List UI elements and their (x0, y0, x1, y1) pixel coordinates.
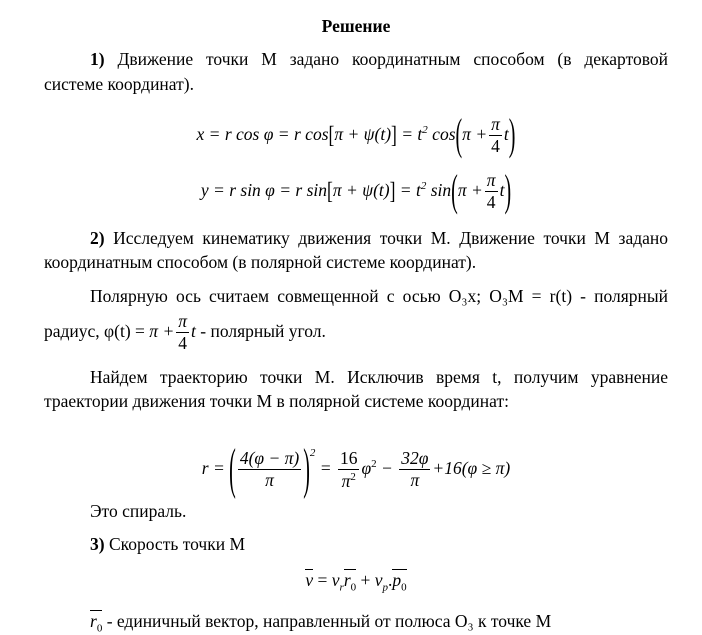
page-title: Решение (321, 16, 391, 36)
eq-v-vp-sub: p (382, 581, 389, 594)
equation-v: $v = v_rr_0 + v_p.p_0$ (305, 570, 407, 594)
eq-r-minus: − (381, 458, 393, 478)
polar-pi: π + (149, 321, 175, 341)
eq-y-fraction: $\frac{\pi}{4}$ (486, 169, 496, 213)
unit-vector-line (90, 610, 668, 635)
eq-v-vp: v (374, 570, 383, 590)
section-3-number: 3) (90, 534, 105, 554)
polar-radius: радиус, φ(t) = (44, 321, 145, 341)
unit-text: - единичный вектор, направленный от полюса O₃ к точке М (106, 611, 552, 631)
section-2-text: Исследуем кинематику движения точки М. Движение точки М задано (113, 228, 668, 248)
eq-x-fraction: $\frac{\pi}{4}$ (491, 113, 500, 157)
trajectory-line-2: траектории движения точки М в полярной системе координат: (44, 391, 509, 411)
polar-angle-text: - полярный угол. (200, 321, 326, 341)
section-1-number: 1) (90, 49, 105, 69)
eq-x-rhs1: = t (401, 123, 423, 144)
section-2-line-2: координатным способом (в полярной системе координат). (44, 252, 477, 272)
unit-r: r (90, 611, 97, 631)
eq-x-exp: 2 (422, 124, 428, 136)
eq-r-exp: 2 (309, 447, 316, 459)
section-1-line-2: системе координат). (44, 74, 194, 94)
section-3-line (90, 534, 668, 554)
polar-line-2 (44, 312, 668, 352)
eq-r-lhs: r = (201, 458, 225, 478)
eq-r-eq: = (319, 458, 332, 478)
eq-v-r0: r (343, 570, 351, 590)
eq-v-v: v (305, 570, 314, 590)
unit-r-sub: 0 (96, 622, 103, 635)
eq-r-main-fraction: $\frac{4(\varphi - \pi)}{\pi}$ (239, 447, 300, 491)
eq-r-phi: φ (361, 458, 372, 478)
eq-r-phi-exp: 2 (371, 458, 377, 471)
eq-r-fraction-16: $\frac{16}{\pi^2}$ (339, 447, 358, 491)
eq-v-p0-sub: 0 (401, 581, 407, 594)
section-3-text: Скорость точки М (108, 534, 246, 554)
eq-x-t: t (503, 123, 509, 144)
eq-y-rhs1: = t (399, 179, 421, 200)
polar-fraction: $\frac{\pi}{4}$ (178, 310, 188, 354)
eq-y-rhs2: sin (430, 179, 452, 200)
eq-v-vr: v (331, 570, 340, 590)
eq-v-eq: = (317, 570, 328, 590)
section-1-text: Движение точки М задано координатным способом (в декартовой (117, 49, 669, 69)
polar-line-1: Полярную ось считаем совмещенной с осью O₃x; O₃M = r(t) - полярный (90, 286, 668, 306)
eq-y-exp: 2 (420, 180, 427, 192)
spiral-text: Это спираль. (90, 501, 187, 521)
eq-v-p0: p (392, 570, 402, 590)
eq-x-pi: π + (462, 123, 488, 144)
eq-v-plus: + (360, 570, 371, 590)
eq-x-rhs2: cos (432, 123, 456, 144)
eq-r-tail: +16(φ ≥ π) (432, 458, 511, 478)
eq-v-r0-sub: 0 (350, 581, 357, 594)
trajectory-line-1: Найдем траекторию точки М. Исключив время t, получим уравнение (90, 367, 668, 387)
eq-y-lhs: y = r sin φ = r sin (200, 179, 328, 200)
section-2-number: 2) (90, 228, 105, 248)
eq-y-inner: π + ψ(t) (332, 179, 390, 200)
section-1-line-1 (44, 49, 668, 69)
eq-y-t: t (499, 179, 505, 200)
eq-r-fraction-32: $\frac{32\varphi}{\pi}$ (401, 447, 429, 491)
section-2-line-1 (44, 228, 668, 248)
eq-y-pi: π + (457, 179, 483, 200)
equation-r: r = ( $\frac{4(\varphi - \pi)}{\pi}$ )$^2$ = $\frac{16}{\pi^2}$ $\varphi^2$ − $\frac{32\varphi}{\pi}$ +16(φ ≥ π) (201, 439, 511, 501)
equation-x: x = r cos φ = r $\cos[\pi + \psi(t)] = t^2$ cos(π + $\frac{\pi}{4}$ t) (196, 111, 516, 161)
eq-v-vr-sub: r (339, 581, 344, 594)
polar-t: t (191, 321, 196, 341)
equation-y: y = r sin φ = r $\sin[\pi + \psi(t)] = t^2$ sin(π + $\frac{\pi}{4}$ t) (200, 167, 512, 217)
eq-x-inner: π + ψ(t) (334, 123, 392, 144)
eq-x-lhs: x = r cos φ = r cos (196, 123, 329, 144)
